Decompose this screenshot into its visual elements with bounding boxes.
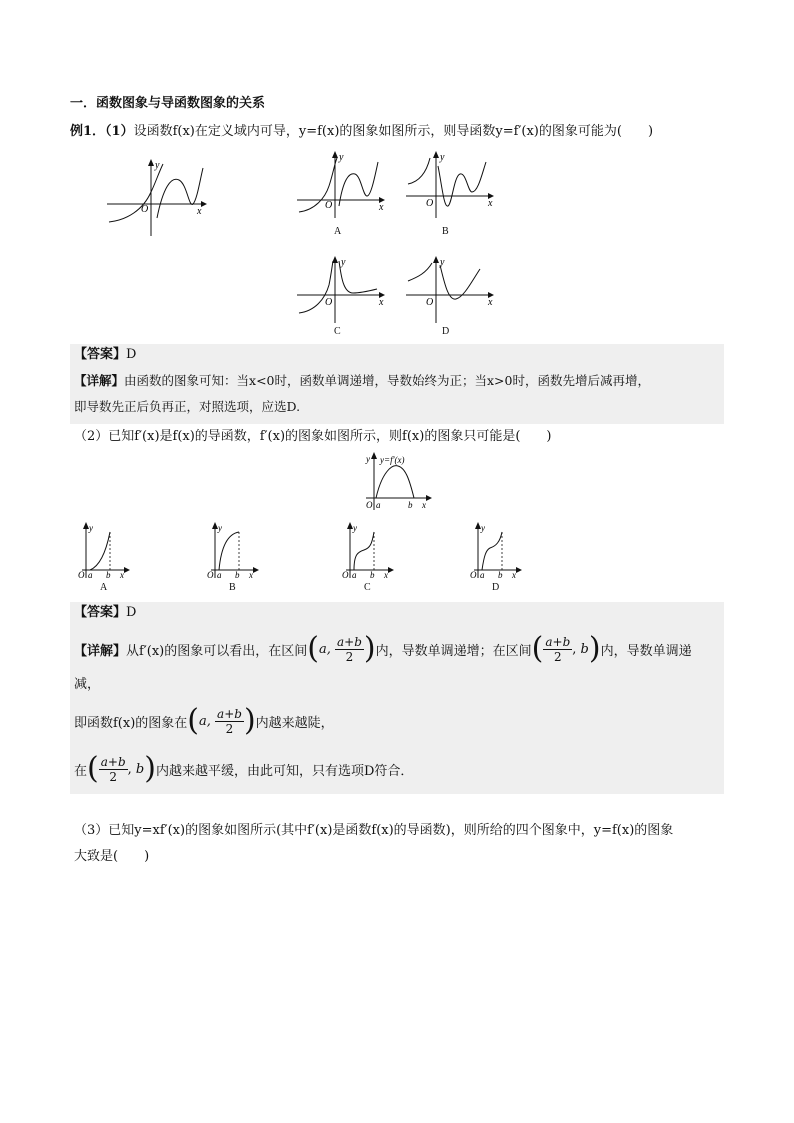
q2-option-c-graph bbox=[340, 522, 396, 580]
example1-question bbox=[70, 123, 653, 141]
svg-text:O: O bbox=[470, 570, 477, 580]
frac-den-1: 2 bbox=[345, 649, 354, 664]
q2-option-a-label: A bbox=[100, 582, 108, 593]
q3-line2: 大致是( ) bbox=[74, 849, 150, 864]
detail2-text-1a: 从f′(x)的图象可以看出，在区间 bbox=[126, 643, 308, 659]
frac-num-2: a+b bbox=[545, 634, 571, 649]
svg-text:O: O bbox=[366, 500, 373, 510]
detail2-line2: 即函数f(x)的图象在 ( a, $\frac{a+b}{2}$ ) 内越来越陡， bbox=[74, 703, 334, 738]
option-b-graph bbox=[404, 150, 499, 220]
answer1-label: 【答案】 bbox=[74, 347, 127, 362]
detail2-line3: 在 ( $\frac{a+b}{2}$ , b ) 内越来越平缓，由此可知，只有选项D符合． bbox=[74, 751, 414, 786]
example1-text: 设函数f(x)在定义域内可导，y=f(x)的图象如图所示，则导函数y=f′(x)的图象可能为( ) bbox=[133, 124, 654, 139]
svg-text:a: a bbox=[352, 570, 357, 580]
answer1 bbox=[74, 346, 136, 364]
axis-x: x bbox=[197, 206, 202, 217]
svg-text:O: O bbox=[426, 297, 434, 308]
svg-text:x: x bbox=[249, 570, 253, 580]
detail1-line1 bbox=[74, 372, 650, 390]
frac-den-3: 2 bbox=[225, 721, 234, 736]
detail2-text-2a: 即函数f(x)的图象在 bbox=[74, 715, 188, 731]
svg-text:O: O bbox=[207, 570, 214, 580]
detail2-frac-2 bbox=[543, 635, 572, 664]
detail1-text1: 由函数的图象可知：当x<0时，函数单调递增，导数始终为正；当x>0时，函数先增后减再增， bbox=[124, 373, 650, 388]
frac-den-2: 2 bbox=[553, 649, 562, 664]
svg-text:y: y bbox=[481, 523, 485, 533]
svg-text:a: a bbox=[217, 570, 222, 580]
svg-text:b: b bbox=[106, 570, 111, 580]
section-title: 一．函数图象与导函数图象的关系 bbox=[70, 96, 266, 111]
option-a-graph bbox=[295, 150, 390, 220]
q2-option-d-label: D bbox=[492, 582, 500, 593]
svg-text:O: O bbox=[325, 200, 333, 211]
detail2-line1-cont: 减， bbox=[74, 677, 101, 692]
option-d-label: D bbox=[442, 326, 450, 337]
q3-line1: （3）已知y=xf′(x)的图象如图所示(其中f′(x)是函数f(x)的导函数)，则所给的四个图象中，y=f(x)的图象 bbox=[74, 823, 674, 838]
answer2-value: D bbox=[126, 605, 137, 620]
svg-text:y: y bbox=[341, 257, 346, 268]
option-a-label: A bbox=[334, 226, 342, 237]
detail2-text-1b: 内，导数单调递增；在区间 bbox=[375, 643, 532, 659]
option-d-graph bbox=[404, 255, 499, 325]
frac-den-4: 2 bbox=[109, 769, 117, 784]
q2-option-b-label: B bbox=[229, 582, 236, 593]
svg-text:x: x bbox=[384, 570, 388, 580]
option-c-label: C bbox=[334, 326, 341, 337]
example1-label: 例1．（1） bbox=[70, 124, 134, 139]
answer2 bbox=[74, 604, 136, 622]
detail1-line2: 即导数先正后负再正，对照选项，应选D. bbox=[74, 399, 301, 414]
detail2-text-1c: 内，导数单调递 bbox=[600, 643, 692, 659]
answer2-label: 【答案】 bbox=[74, 605, 127, 620]
detail1-label: 【详解】 bbox=[74, 373, 125, 388]
svg-text:O: O bbox=[325, 297, 333, 308]
f-graph-original bbox=[105, 158, 215, 238]
detail2-frac-3 bbox=[215, 707, 244, 736]
svg-text:x: x bbox=[488, 198, 493, 209]
svg-text:b: b bbox=[408, 500, 413, 510]
svg-text:x: x bbox=[379, 297, 384, 308]
svg-text:O: O bbox=[78, 570, 85, 580]
svg-text:y: y bbox=[366, 454, 370, 464]
detail2-var-a-2: a, bbox=[199, 713, 211, 729]
svg-text:y: y bbox=[440, 257, 445, 268]
detail2-text-3a: 在 bbox=[74, 763, 88, 779]
svg-text:a: a bbox=[480, 570, 485, 580]
q2-option-b-graph bbox=[205, 522, 261, 580]
q2-text: （2）已知f′(x)是f(x)的导函数，f′(x)的图象如图所示，则f(x)的图象只可能是( ) bbox=[74, 429, 552, 444]
detail2-var-a-1: a, bbox=[318, 641, 331, 657]
svg-text:x: x bbox=[488, 297, 493, 308]
detail2-text-2b: 内越来越陡， bbox=[255, 715, 334, 731]
detail2-text-3b: 内越来越平缓，由此可知，只有选项D符合． bbox=[155, 763, 414, 779]
svg-text:b: b bbox=[235, 570, 240, 580]
frac-num-1: a+b bbox=[337, 634, 362, 649]
svg-text:y: y bbox=[339, 152, 344, 163]
option-c-graph bbox=[295, 255, 390, 325]
detail2-frac-4 bbox=[99, 755, 128, 784]
frac-num-3: a+b bbox=[217, 706, 242, 721]
svg-text:y: y bbox=[353, 523, 357, 533]
detail2-label: 【详解】 bbox=[74, 643, 127, 659]
svg-text:x: x bbox=[379, 202, 384, 213]
detail2-var-b-2: b bbox=[135, 761, 145, 777]
detail2-line1: 【详解】 从f′(x)的图象可以看出，在区间 ( a, $\frac{a+b}{2}$ ) 内，导数单调递增；在区间 ( $\frac{a+b}{2}$ , b ) 内，导数单调递 bbox=[74, 631, 692, 666]
q2-option-a-graph bbox=[76, 522, 132, 580]
svg-text:y: y bbox=[440, 152, 445, 163]
fprime-graph-label: y=f′(x) bbox=[380, 455, 405, 465]
frac-num-4: a+b bbox=[100, 754, 126, 769]
svg-text:a: a bbox=[376, 500, 381, 510]
fprime-graph bbox=[362, 452, 437, 512]
answer1-value: D bbox=[126, 347, 137, 362]
detail2-frac-1 bbox=[335, 635, 364, 664]
svg-text:a: a bbox=[88, 570, 93, 580]
q2-option-c-label: C bbox=[364, 582, 371, 593]
axis-y: y bbox=[155, 160, 160, 171]
detail2-var-b-1: b bbox=[580, 641, 589, 657]
svg-text:x: x bbox=[512, 570, 516, 580]
svg-text:x: x bbox=[120, 570, 124, 580]
svg-text:b: b bbox=[498, 570, 503, 580]
q2-option-d-graph bbox=[468, 522, 524, 580]
svg-text:O: O bbox=[342, 570, 349, 580]
svg-text:x: x bbox=[422, 500, 426, 510]
option-b-label: B bbox=[442, 226, 449, 237]
svg-text:y: y bbox=[89, 523, 93, 533]
axis-o: O bbox=[141, 204, 149, 215]
svg-text:y: y bbox=[218, 523, 222, 533]
svg-text:b: b bbox=[370, 570, 375, 580]
svg-text:O: O bbox=[426, 198, 434, 209]
